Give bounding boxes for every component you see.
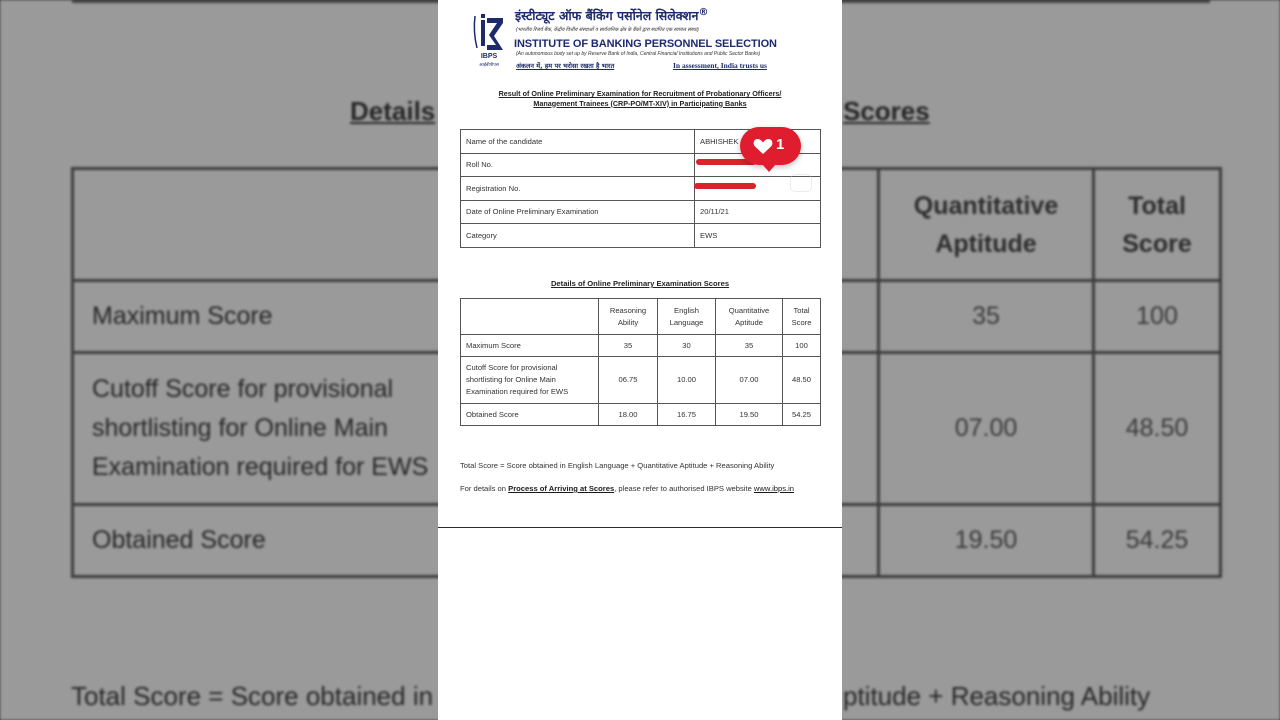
background-cell: 35 bbox=[879, 281, 1094, 353]
registration-number-redaction bbox=[694, 183, 756, 189]
score-cell: 48.50 bbox=[783, 357, 821, 404]
score-cell: 35 bbox=[599, 335, 658, 357]
candidate-label: Date of Online Preliminary Examination bbox=[461, 200, 695, 224]
score-cell: 18.00 bbox=[599, 404, 658, 426]
background-cell: 19.50 bbox=[879, 505, 1094, 577]
score-cell: 54.25 bbox=[783, 404, 821, 426]
process-link[interactable]: Process of Arriving at Scores bbox=[508, 484, 615, 493]
camera-icon bbox=[790, 174, 812, 192]
candidate-label: Name of the candidate bbox=[461, 130, 695, 154]
motto-english: In assessment, India trusts us bbox=[673, 61, 767, 70]
score-cell: 35 bbox=[716, 335, 783, 357]
background-col-header: Quantitative Aptitude bbox=[879, 169, 1094, 281]
heart-icon bbox=[753, 138, 773, 155]
background-cell: 07.00 bbox=[879, 353, 1094, 505]
score-cell: 100 bbox=[783, 335, 821, 357]
table-row bbox=[461, 404, 821, 426]
row-label: Cutoff Score for provisional shortlisting for Online Main Examination required for EWS bbox=[461, 357, 599, 404]
row-label: Obtained Score bbox=[461, 404, 599, 426]
motto-hindi: अंकलन में, हम पर भरोसा रखता है भारत bbox=[516, 62, 615, 70]
total-score-note: Total Score = Score obtained in English Language + Quantitative Aptitude + Reasoning Ability bbox=[460, 461, 775, 470]
score-cell: 10.00 bbox=[658, 357, 716, 404]
background-col-header: Total Score bbox=[1094, 169, 1221, 281]
column-header: English Language bbox=[658, 299, 716, 335]
score-cell: 06.75 bbox=[599, 357, 658, 404]
logo-label: IBPS bbox=[480, 53, 498, 60]
institute-subtitle-hindi: (भारतीय रिजर्व बैंक, केंद्रीय वित्तीय संस्थाओं व सार्वजनिक क्षेत्र के बैंकों द्वारा स्थापित एक स्वायत्त संस्था) bbox=[516, 27, 699, 33]
ibps-website-link[interactable]: www.ibps.in bbox=[753, 484, 795, 493]
document-bottom-border bbox=[438, 527, 842, 528]
scores-table bbox=[460, 298, 821, 426]
background-cell: 48.50 bbox=[1094, 353, 1221, 505]
candidate-value: EWS bbox=[695, 224, 821, 248]
background-cell: 54.25 bbox=[1094, 505, 1221, 577]
logo-sub-label: आईबीपीएस bbox=[479, 63, 499, 68]
like-badge[interactable] bbox=[740, 127, 801, 165]
score-cell: 30 bbox=[658, 335, 716, 357]
table-row bbox=[461, 357, 821, 404]
background-row-label: Maximum Score bbox=[73, 281, 879, 353]
background-footer-right: ptitude + Reasoning Ability bbox=[843, 681, 1151, 711]
result-document bbox=[438, 0, 842, 720]
table-row bbox=[461, 224, 821, 248]
column-header: Quantitative Aptitude bbox=[716, 299, 783, 335]
column-header: Reasoning Ability bbox=[599, 299, 658, 335]
background-row-label: Obtained Score bbox=[73, 505, 879, 577]
candidate-value: ABHISHEK bbox=[695, 130, 821, 154]
score-cell: 16.75 bbox=[658, 404, 716, 426]
table-row bbox=[461, 335, 821, 357]
details-note: For details on Process of Arriving at Scores, please refer to authorised IBPS website www.ibps.in bbox=[460, 484, 795, 493]
institute-subtitle-english: (An autonomous body set up by Reserve Bank of India, Central Financial Institutions and Public Sector Banks) bbox=[516, 51, 761, 57]
row-label: Maximum Score bbox=[461, 335, 599, 357]
scores-title: Details of Online Preliminary Examination Scores bbox=[550, 279, 730, 288]
background-heading-right: Scores bbox=[843, 96, 930, 126]
scores-corner-cell bbox=[461, 299, 599, 335]
background-row-label: Cutoff Score for provisional shortlisting for Online Main Examination required for EWS bbox=[73, 353, 879, 505]
background-footer-left: Total Score = Score obtained in bbox=[71, 681, 434, 711]
candidate-value: 20/11/21 bbox=[695, 200, 821, 224]
like-count: 1 bbox=[776, 136, 785, 153]
table-row bbox=[461, 200, 821, 224]
column-header: Total Score bbox=[783, 299, 821, 335]
score-cell: 07.00 bbox=[716, 357, 783, 404]
background-heading-left: Details bbox=[350, 96, 436, 126]
score-cell: 19.50 bbox=[716, 404, 783, 426]
candidate-label: Category bbox=[461, 224, 695, 248]
table-row bbox=[461, 177, 821, 201]
background-cell: 100 bbox=[1094, 281, 1221, 353]
table-header-row bbox=[461, 299, 821, 335]
institute-title-english: INSTITUTE OF BANKING PERSONNEL SELECTION bbox=[514, 38, 777, 50]
candidate-label: Roll No. bbox=[461, 153, 695, 177]
result-title: Result of Online Preliminary Examination for Recruitment of Probationary Officers/ Management Trainees (CRP-PO/MT-XIV) in Participating Banks bbox=[498, 89, 782, 108]
institute-title-hindi: इंस्टीट्यूट ऑफ बैंकिंग पर्सोनेल सिलेक्शन® bbox=[515, 7, 709, 24]
candidate-label: Registration No. bbox=[461, 177, 695, 201]
